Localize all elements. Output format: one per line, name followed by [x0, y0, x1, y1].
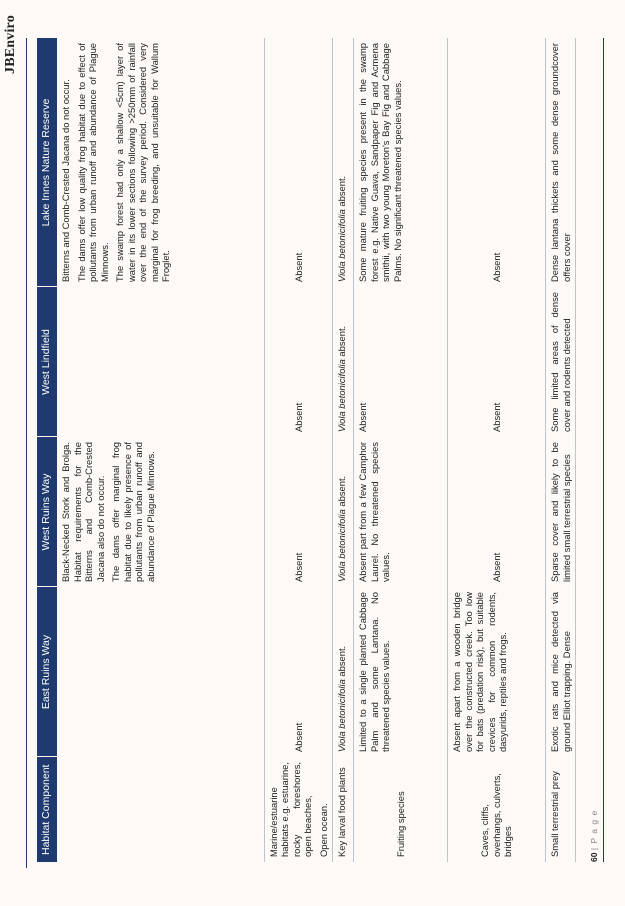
brand-logo: JBEnviro: [3, 15, 18, 74]
cell-text: Bitterns and Comb-Crested Jacana do not occur.: [60, 79, 71, 282]
table-header-row: [37, 38, 57, 862]
cell-east: Absent: [264, 587, 333, 757]
cell-text: The swamp forest had only a shallow <5cm) layer of water in its lower sections following >250mm of rainfall over the end of the survey period. Considered very marginal for frog breeding, and unsuitable for Wallum Froglet.: [114, 43, 171, 282]
cell-lindfield: [57, 287, 264, 437]
cell-lindfield: Absent: [354, 287, 448, 437]
cell-lindfield: Absent: [264, 287, 333, 437]
cell-west-ruins: Absent: [448, 437, 546, 587]
cell-component: Fruiting species: [354, 757, 448, 862]
cell-text: Black-Necked Stork and Brolga. Habitat requirements for the Bitterns and Comb-Crested Jacana also do not occur.: [60, 442, 106, 582]
species-name: Viola betonicifolia: [336, 209, 347, 282]
header-west-lindfield: West Lindfield: [37, 287, 57, 437]
cell-west-ruins: Absent: [264, 437, 333, 587]
cell-east: [57, 587, 264, 757]
cell-lindfield: Some limited areas of dense cover and rodents detected: [546, 287, 576, 437]
table-row: [264, 38, 333, 862]
cell-component: Key larval food plants: [333, 757, 354, 862]
cell-west-ruins: [333, 437, 354, 587]
cell-component: Small terrestrial prey: [546, 757, 576, 862]
header-west-ruins-way: West Ruins Way: [37, 437, 57, 587]
cell-lindfield: Absent: [448, 287, 546, 437]
cell-component: [264, 757, 333, 862]
habitat-table: [37, 38, 576, 863]
cell-text: The dams offer marginal frog habitat due to likely presence of pollutants from urban runoff and abundance of Plague Minnows.: [110, 442, 156, 582]
table-row: [57, 38, 264, 862]
header-habitat-component: Habitat Component: [37, 757, 57, 862]
header-rule: [26, 38, 27, 868]
cell-lake: Some mature fruiting species present in the swamp forest e.g. Native Guava, Sandpaper Fig and Acmena smithii, with two young Moreton's Bay Fig and Cabbage Palms. No significant threatened species values.: [354, 38, 448, 287]
cell-text: absent.: [336, 475, 347, 510]
cell-west-ruins: [57, 437, 264, 587]
cell-lake: Absent: [264, 38, 333, 287]
cell-component: [57, 757, 264, 862]
footer-rule: [603, 38, 604, 862]
cell-west-ruins: Sparse cover and likely to be limited small terrestrial species: [546, 437, 576, 587]
cell-lake: Dense lantana thickets and some dense groundcover offers cover: [546, 38, 576, 287]
cell-text: Marine/estuarine habitats e.g. estuarine, rocky foreshores, open beaches,: [267, 762, 313, 857]
species-name: Viola betonicifolia: [336, 679, 347, 752]
table-row: [546, 38, 576, 862]
cell-east: Limited to a single planted Cabbage Palm and some Lantana. No threatened species values.: [354, 587, 448, 757]
cell-east: [333, 587, 354, 757]
cell-text: The dams offer low quality frog habitat due to effect of pollutants from urban runoff and abundance of Plague Minnows.: [75, 43, 110, 282]
table-row: [448, 38, 546, 862]
table-row: [354, 38, 448, 862]
cell-component: Caves, cliffs, overhangs, culverts, bridges: [448, 757, 546, 862]
header-lake-innes: Lake Innes Nature Reserve: [37, 38, 57, 287]
cell-lindfield: [333, 287, 354, 437]
header-east-ruins-way: East Ruins Way: [37, 587, 57, 757]
cell-lake: Absent: [448, 38, 546, 287]
cell-east: Absent apart from a wooden bridge over the constructed creek. Too low for bats (predation risk), but suitable crevices for common rodents, dasyurids, reptiles and frogs.: [448, 587, 546, 757]
cell-lake: [57, 38, 264, 287]
cell-lake: [333, 38, 354, 287]
cell-west-ruins: Absent part from a few Camphor Laurel. No threatened species values.: [354, 437, 448, 587]
cell-text: absent.: [336, 175, 347, 210]
table-row: [333, 38, 354, 862]
cell-text: absent.: [336, 325, 347, 360]
page-label: | P a g e: [589, 809, 599, 851]
species-name: Viola betonicifolia: [336, 509, 347, 582]
cell-text: Open ocean.: [317, 803, 329, 857]
cell-text: absent.: [336, 645, 347, 680]
species-name: Viola betonicifolia: [336, 359, 347, 432]
page-number: 60: [589, 852, 599, 862]
cell-east: Exotic rats and mice detected via ground Elliot trapping. Dense: [546, 587, 576, 757]
page-footer: [589, 810, 599, 862]
